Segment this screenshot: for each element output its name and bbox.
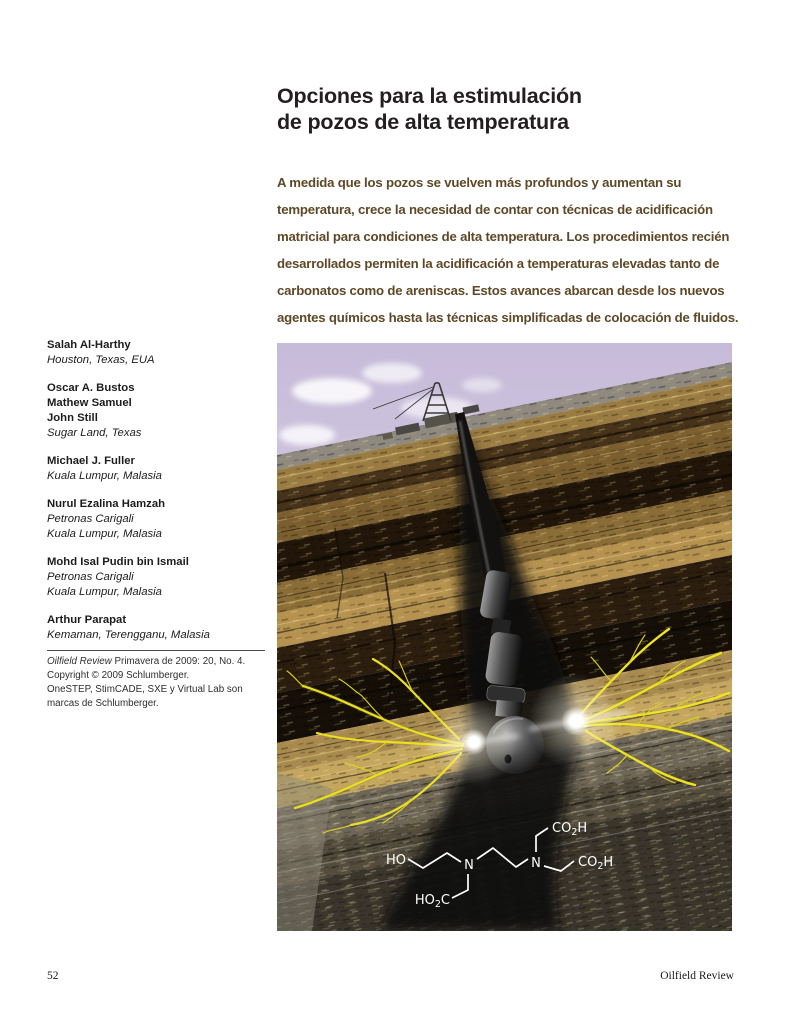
author-name: John Still: [47, 412, 98, 424]
citation-line: [47, 655, 271, 669]
citation-rest: Primavera de 2009: 20, No. 4.: [111, 656, 246, 667]
chem-text: CO: [552, 821, 572, 836]
copyright-line: Copyright © 2009 Schlumberger.: [47, 669, 190, 681]
chem-label-carboxyl-bottom: [415, 893, 450, 910]
author-group: [47, 497, 269, 542]
author-location: Petronas Carigali: [47, 513, 134, 525]
journal-name-italic: Oilfield Review: [47, 656, 112, 667]
author-location: Petronas Carigali: [47, 571, 134, 583]
well-stimulation-artwork: [277, 343, 732, 931]
chem-label-hydroxyl: HO: [385, 853, 406, 868]
footnote-divider: [47, 650, 265, 651]
author-name: Nurul Ezalina Hamzah: [47, 498, 166, 510]
author-name: Oscar A. Bustos: [47, 382, 135, 394]
article-title: [277, 83, 747, 135]
trademark-line: OneSTEP, StimCADE, SXE y Virtual Lab son marcas de Schlumberger.: [47, 683, 243, 709]
author-group: [47, 381, 269, 441]
author-group: [47, 613, 269, 643]
chem-label-carboxyl-right: [578, 855, 613, 872]
author-location: Kemaman, Terengganu, Malasia: [47, 629, 210, 641]
author-location: Sugar Land, Texas: [47, 427, 142, 439]
author-name: Mathew Samuel: [47, 397, 132, 409]
author-group: [47, 454, 269, 484]
author-location: Kuala Lumpur, Malasia: [47, 528, 162, 540]
author-name: Salah Al-Harthy: [47, 339, 131, 351]
chem-subscript: 2: [597, 861, 604, 872]
author-location: Kuala Lumpur, Malasia: [47, 586, 162, 598]
article-title-line-1: Opciones para la estimulación: [277, 84, 582, 108]
author-group: [47, 555, 269, 600]
chem-subscript: 2: [571, 827, 578, 838]
chem-text: H: [603, 855, 614, 870]
article-abstract: A medida que los pozos se vuelven más profundos y aumentan su temperatura, crece la necesidad de contar con técnicas de acidificación matricial para condiciones de alta temperatura. Los procedimientos recién desarrollados permiten la acidificación a temperaturas elevadas tanto de carbonatos como de areniscas. Estos avances abarcan desde los nuevos agentes químicos hasta las técnicas simplificadas de colocación de fluidos.: [277, 175, 739, 325]
chem-text: H: [577, 821, 588, 836]
journal-name: Oilfield Review: [660, 970, 734, 982]
chem-label-nitrogen-2: N: [531, 856, 541, 871]
author-location: Houston, Texas, EUA: [47, 354, 155, 366]
chem-text: C: [440, 893, 450, 908]
author-location: Kuala Lumpur, Malasia: [47, 470, 162, 482]
chem-subscript: 2: [434, 899, 441, 910]
chem-label-carboxyl-top: [552, 821, 587, 838]
chem-text: CO: [578, 855, 598, 870]
author-list: [47, 338, 269, 656]
author-name: Arthur Parapat: [47, 614, 127, 626]
lead-illustration: [277, 343, 732, 931]
author-name: Michael J. Fuller: [47, 455, 135, 467]
chem-text: HO: [414, 893, 435, 908]
page-number: 52: [47, 970, 59, 982]
author-group: [47, 338, 269, 368]
author-name: Mohd Isal Pudin bin Ismail: [47, 556, 189, 568]
footnote-block: [47, 655, 271, 711]
chem-label-nitrogen-1: N: [464, 858, 474, 873]
article-title-line-2: de pozos de alta temperatura: [277, 110, 569, 134]
